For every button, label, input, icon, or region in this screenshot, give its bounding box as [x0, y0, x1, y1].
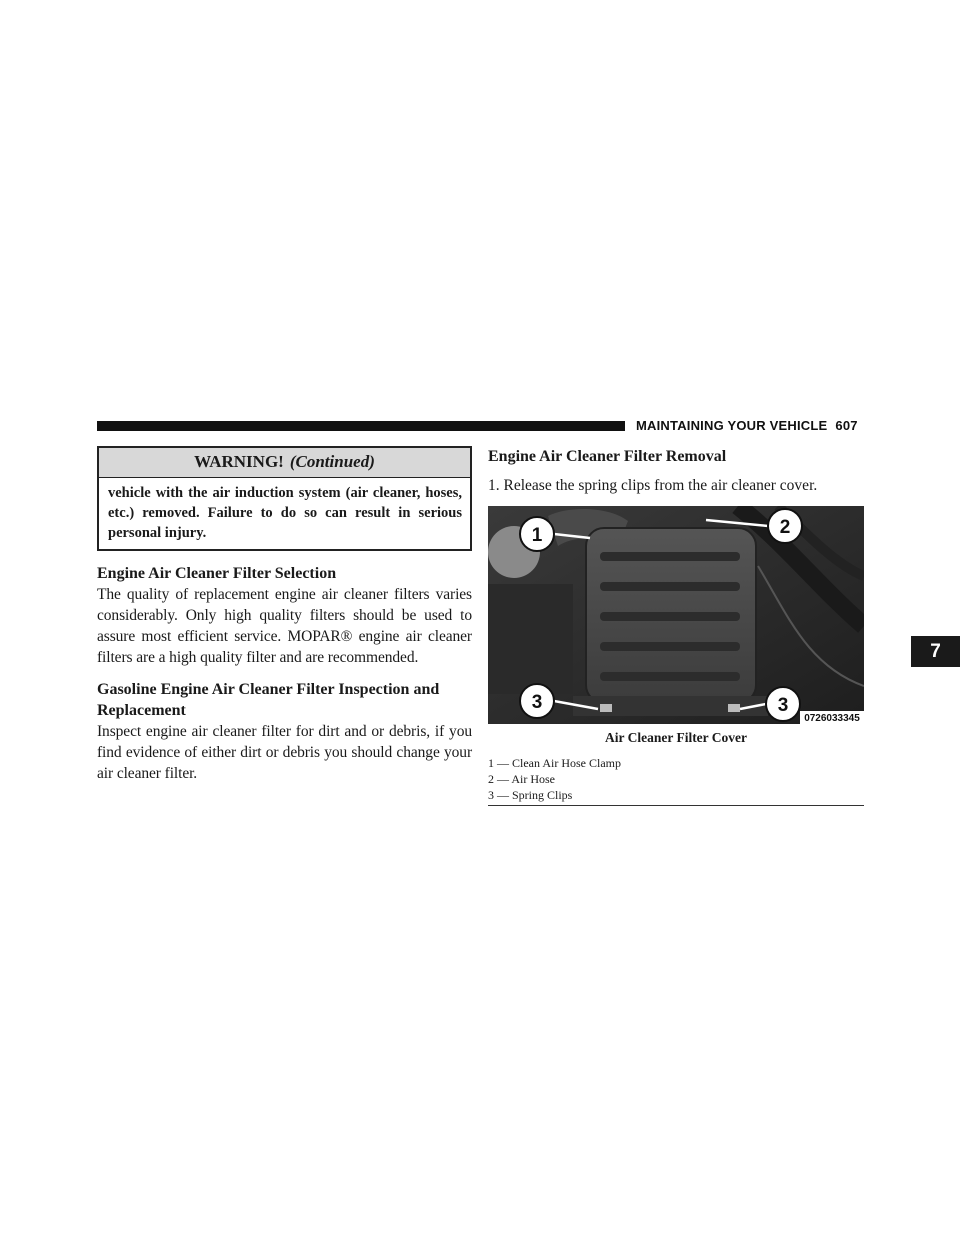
header-rule [97, 421, 625, 431]
air-cleaner-photo [488, 506, 864, 724]
figure-legend [488, 755, 864, 806]
image-code: 0726033345 [804, 713, 860, 724]
callout-number: 2 [779, 517, 791, 538]
cover-rib [600, 582, 740, 591]
section-paragraph: The quality of replacement engine air cleaner filters varies considerably. Only high quality filters should be used to assure most efficient service. MOPAR® engine air cleaner filters are a high quality filter and are recommended. [97, 586, 472, 666]
warning-title [99, 448, 470, 478]
legend-item: 3 — Spring Clips [488, 788, 573, 802]
engine-bay-illustration [488, 506, 864, 724]
left-column [97, 446, 472, 784]
section-paragraph: Inspect engine air cleaner filter for dirt and or debris, if you find evidence of either dirt or debris you should change your air cleaner filter. [97, 723, 472, 782]
spring-clip-shape [728, 704, 740, 712]
warning-box [97, 446, 472, 551]
warning-continued: (Continued) [289, 452, 375, 471]
legend-item: 1 — Clean Air Hose Clamp [488, 756, 621, 770]
cover-rib [600, 642, 740, 651]
cover-rib [600, 672, 740, 681]
section-heading: Engine Air Cleaner Filter Removal [488, 448, 727, 465]
callout-number: 3 [777, 695, 789, 716]
chapter-tab: 7 [911, 636, 960, 667]
running-header [636, 418, 858, 433]
figure-caption: Air Cleaner Filter Cover [604, 730, 748, 745]
legend-item: 2 — Air Hose [488, 772, 555, 786]
cover-rib [600, 552, 740, 561]
header-section: MAINTAINING YOUR VEHICLE [636, 418, 828, 433]
spring-clip-shape [600, 704, 612, 712]
page-number: 607 [835, 418, 858, 433]
procedure-step: 1. Release the spring clips from the air cleaner cover. [488, 477, 818, 494]
section-heading: Gasoline Engine Air Cleaner Filter Inspection and Replacement [97, 681, 440, 719]
section-heading: Engine Air Cleaner Filter Selection [97, 565, 337, 582]
warning-text: vehicle with the air induction system (air cleaner, hoses, etc.) removed. Failure to do so can result in serious personal injury. [108, 485, 462, 541]
cover-rib [600, 612, 740, 621]
warning-label: WARNING! [194, 452, 284, 471]
callout-number: 1 [531, 525, 543, 546]
legend-divider [488, 805, 864, 806]
callout-number: 3 [531, 692, 543, 713]
right-column [488, 446, 864, 806]
bracket-shape [488, 584, 573, 694]
